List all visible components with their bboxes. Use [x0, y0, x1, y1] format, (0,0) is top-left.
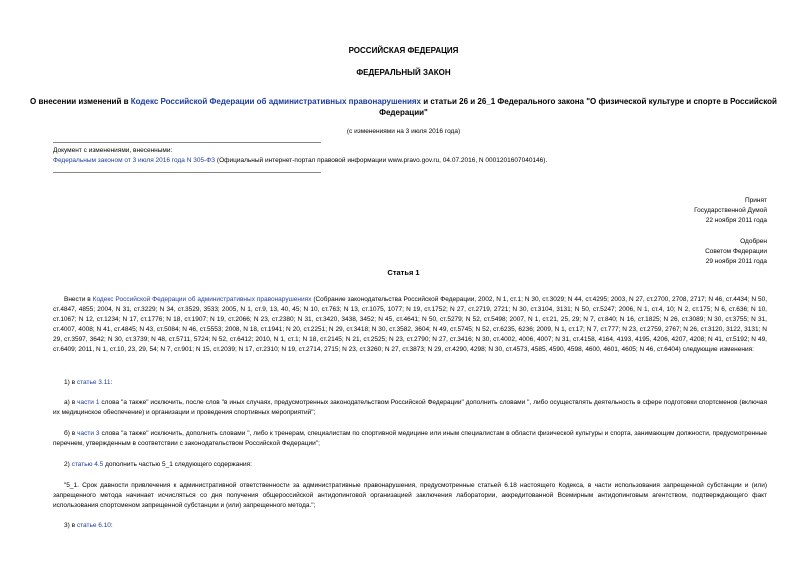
article-title: Статья 1 [387, 268, 420, 277]
title-prefix: О внесении изменений в [30, 97, 131, 106]
item-1 [53, 378, 767, 388]
item3-prefix: 3) в [64, 522, 77, 529]
item-1b [53, 429, 767, 449]
document-title [30, 96, 777, 118]
part-1-link[interactable]: части 1 [77, 399, 100, 406]
item2-body: дополнить частью 5_1 следующего содержания: [103, 461, 252, 468]
changes-block [53, 146, 753, 166]
item1a-body: слова "а также" исключить, после слов "в иных случаях, предусмотренных законодательством Российской Федерации" дополнить словами ", либо осуществлять деятельность в сфере подготовки спортсменов (включая их медицинское обеспечение) и организации и проведения спортивных мероприятий"; [53, 399, 767, 416]
duma-label: Государственной Думой [694, 207, 767, 214]
item2-prefix: 2) [64, 461, 72, 468]
article-4-5-link[interactable]: статью 4.5 [71, 461, 104, 468]
article-intro [53, 295, 767, 355]
adoption-council [705, 237, 767, 267]
item-2-quote: "5_1. Срок давности привлечения к административной ответственности за административные правонарушения, предусмотренные статьей 6.18 настоящего Кодекса, в части использования запрещенной субстанции и (или) запрещенного метода начинает исчисляться со дня получения общероссийской антидопинговой организацией заключения лаборатории, аккредитованной Всемирным антидопинговым агентством, подтверждающего факт использования спортсменом запрещенной субстанции и (или) запрещенного метода."; [53, 482, 767, 509]
adoption-duma [694, 196, 767, 226]
adopted-label: Принят [744, 197, 767, 204]
intro-prefix: Внести в [64, 296, 93, 303]
council-date: 29 ноября 2011 года [705, 258, 767, 265]
title-suffix: и статьи 26 и 26_1 Федерального закона "О физической культуре и спорте в Российской Федерации" [379, 97, 777, 117]
item1b-prefix: б) в [64, 430, 78, 437]
article-6-10-link[interactable]: статье 6.10 [76, 522, 111, 529]
item1-prefix: 1) в [64, 379, 77, 386]
changes-label: Документ с изменениями, внесенными: [53, 147, 173, 154]
part-3-link[interactable]: части 3 [77, 430, 100, 437]
code-link-intro[interactable]: Кодекс Российской Федерации об административных правонарушениях [92, 296, 312, 303]
revision-note: (с изменениями на 3 июля 2016 года) [346, 128, 461, 135]
doc-type-heading: ФЕДЕРАЛЬНЫЙ ЗАКОН [356, 68, 451, 77]
item3-suffix: : [110, 522, 113, 529]
code-link-title[interactable]: Кодекс Российской Федерации об административных правонарушениях [130, 97, 421, 106]
council-label: Советом Федерации [705, 248, 767, 255]
approved-label: Одобрен [740, 238, 767, 245]
country-heading: РОССИЙСКАЯ ФЕДЕРАЦИЯ [348, 46, 459, 55]
article-3-11-link[interactable]: статье 3.11 [76, 379, 111, 386]
item1b-body: слова "а также" исключить, дополнить словами ", либо к тренерам, специалистам по спортивной медицине или иным специалистам в области физической культуры и спорта, занимающим должности, предусмотренные перечнем, утвержденным в соответствии с законодательством Российской Федерации"; [53, 430, 768, 447]
amending-law-link[interactable]: Федеральным законом от 3 июля 2016 года N 305-ФЗ [53, 157, 216, 164]
divider-bottom [53, 172, 321, 173]
item1a-prefix: а) в [64, 399, 78, 406]
duma-date: 22 ноября 2011 года [705, 217, 767, 224]
item-2 [53, 460, 767, 470]
divider-top [53, 142, 321, 143]
changes-line [53, 156, 753, 166]
item-3 [53, 521, 767, 531]
changes-source: (Официальный интернет-портал правовой информации www.pravo.gov.ru, 04.07.2016, N 0001201607040146). [215, 157, 548, 164]
item1-suffix: : [110, 379, 113, 386]
intro-body: (Собрание законодательства Российской Федерации, 2002, N 1, ст.1; N 30, ст.3029; N 44, ст.4295; 2003, N 27, ст.2700, 2708, 2717; N 46, ст.4434; N 50, ст.4847, 4855; 2004, N 31, ст.3229; N 34, ст.3529, 3533; 2005, N 1, ст.9, 13, 40, 45; N 10, ст.763; N 13, ст.1075, 1077; N 19, ст.1752; N 27, ст.2719, 2721; N 30, ст.3104, 3131; N 50, ст.5247; 2006, N 1, ст.4, 10; N 2, ст.175; N 6, ст.636; N 10, ст.1067; N 12, ст.1234; N 17, ст.1776; N 18, ст.1907; N 19, ст.2066; N 23, ст.2380; N 31, ст.3420, 3438, 3452; N 45, ст.4641; N 50, ст.5279; N 52, ст.5498; 2007, N 1, ст.21, 25, 29; N 7, ст.840; N 16, ст.1825; N 26, ст.3089; N 30, ст.3755; N 31, ст.4007, 4008; N 41, ст.4845; N 43, ст.5084; N 46, ст.5553; 2008, N 18, ст.1941; N 20, ст.2251; N 29, ст.3418; N 30, ст.3582, 3604; N 49, ст.5745; N 52, ст.6235, 6236; 2009, N 1, ст.17; N 7, ст.777; N 23, ст.2759, 2767; N 26, ст.3120, 3122, 3131; N 29, ст.3597, 3642; N 30, ст.3739; N 48, ст.5711, 5724; N 52, ст.6412; 2010, N 1, ст.1; N 18, ст.2145; N 21, ст.2525; N 23, ст.2790; N 27, ст.3416; N 30, ст.4002, 4006, 4007; N 31, ст.4158, 4164, 4193, 4195, 4206, 4207, 4208; N 41, ст.5192; N 49, ст.6409; 2011, N 1, ст.10, 23, 29, 54; N 7, ст.901; N 15, ст.2039; N 17, ст.2310; N 19, ст.2714, 2715; N 23, ст.3260; N 27, ст.3873; N 29, ст.4290, 4298; N 30, ст.4573, 4585, 4590, 4598, 4600, 4601, 4605; N 46, ст.6404) следующие изменения: [53, 296, 767, 353]
item-1a [53, 398, 767, 418]
